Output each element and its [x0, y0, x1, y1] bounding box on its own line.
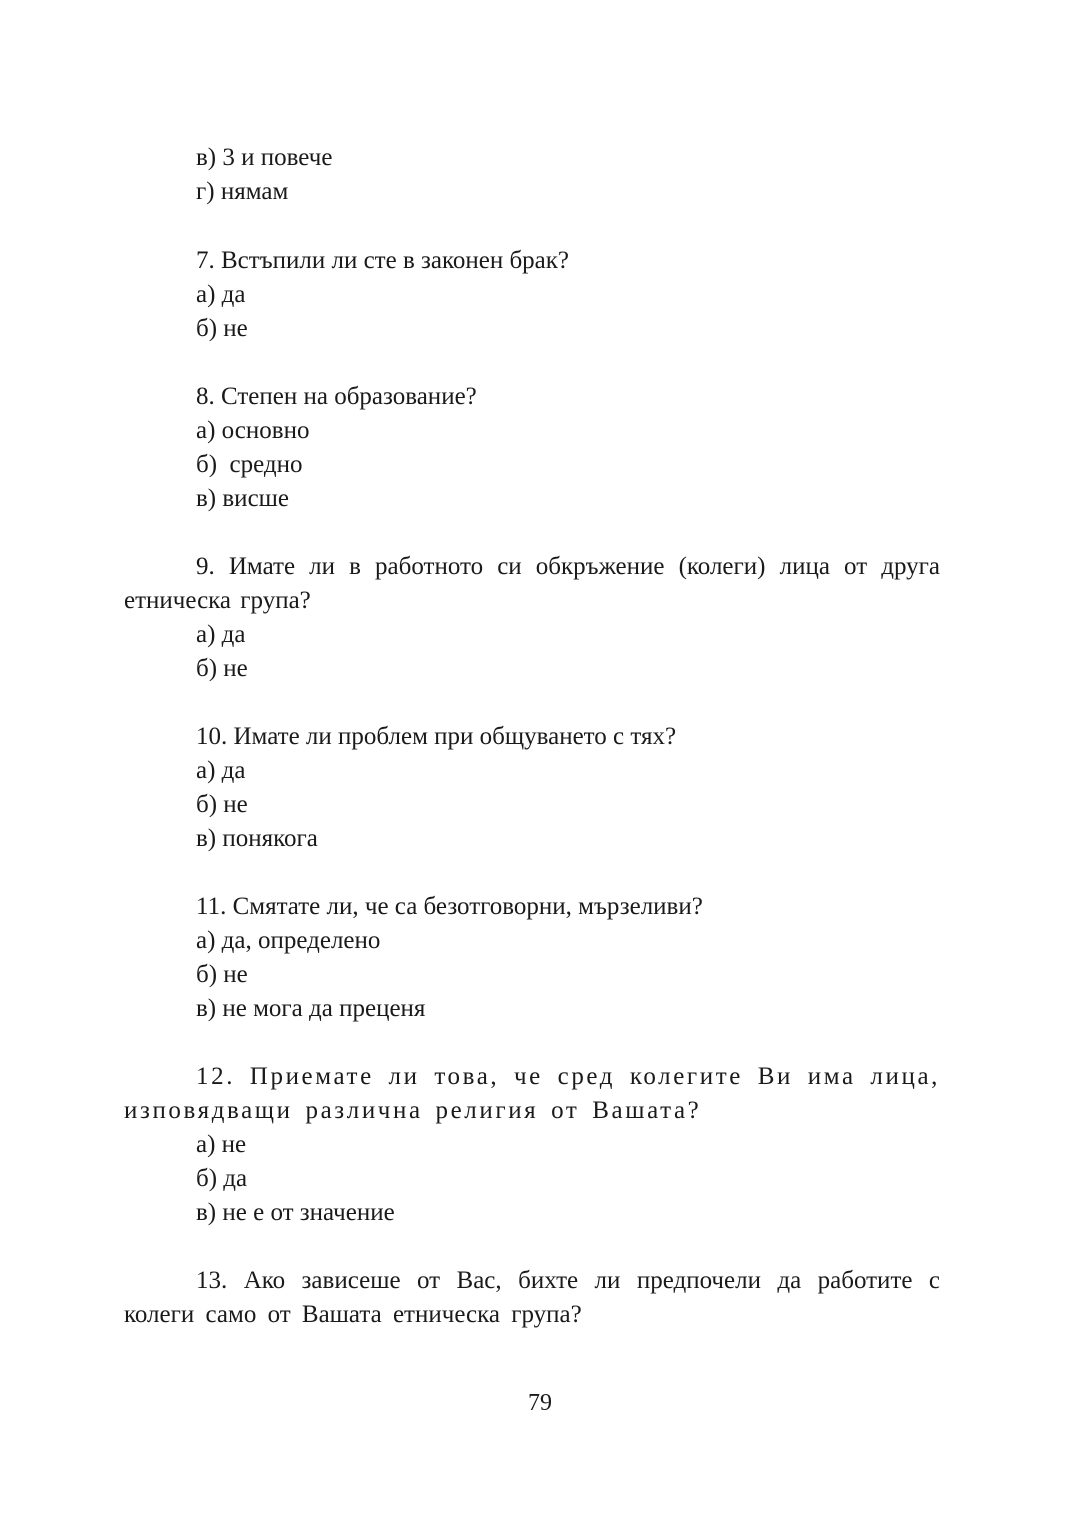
question-11-option-c: в) не мога да преценя: [196, 995, 426, 1022]
question-10-option-c: в) понякога: [196, 825, 318, 852]
question-10-option-a: а) да: [196, 757, 246, 784]
question-12-text: 12. Приемате ли това, че сред колегите Ви има лица, изповядващи различна религия от Вашата?: [124, 1063, 940, 1124]
question-8: 8. Степен на образование?: [196, 383, 477, 410]
question-10: 10. Имате ли проблем при общуването с тях?: [196, 723, 677, 750]
question-7-option-a: а) да: [196, 281, 246, 308]
question-12: [124, 1060, 940, 1128]
page-number: 79: [528, 1390, 552, 1416]
question-9: 9. Имате ли в работното си обкръжение (колеги) лица от друга етническа група?: [124, 553, 940, 614]
question-7: 7. Встъпили ли сте в законен брак?: [196, 247, 570, 274]
question-8-option-c: в) висше: [196, 485, 290, 512]
question-9-option-a: а) да: [196, 621, 246, 648]
carryover-option-c: в) 3 и повече: [196, 144, 333, 171]
question-12-option-c: в) не е от значение: [196, 1199, 395, 1226]
question-11-option-b: б) не: [196, 961, 248, 988]
question-10-option-b: б) не: [196, 791, 248, 818]
question-12-option-b: б) да: [196, 1165, 248, 1192]
question-8-option-b: б) средно: [196, 451, 303, 478]
question-12-option-a: а) не: [196, 1131, 247, 1158]
question-13: 13. Ако зависеше от Вас, бихте ли предпочели да работите с колеги само от Вашата етническа група?: [124, 1267, 940, 1328]
question-7-option-b: б) не: [196, 315, 248, 342]
carryover-option-d: г) нямам: [196, 178, 289, 205]
question-11: 11. Смятате ли, че са безотговорни, мързеливи?: [196, 893, 703, 920]
question-11-option-a: а) да, определено: [196, 927, 381, 954]
question-9-option-b: б) не: [196, 655, 248, 682]
question-8-option-a: а) основно: [196, 417, 310, 444]
